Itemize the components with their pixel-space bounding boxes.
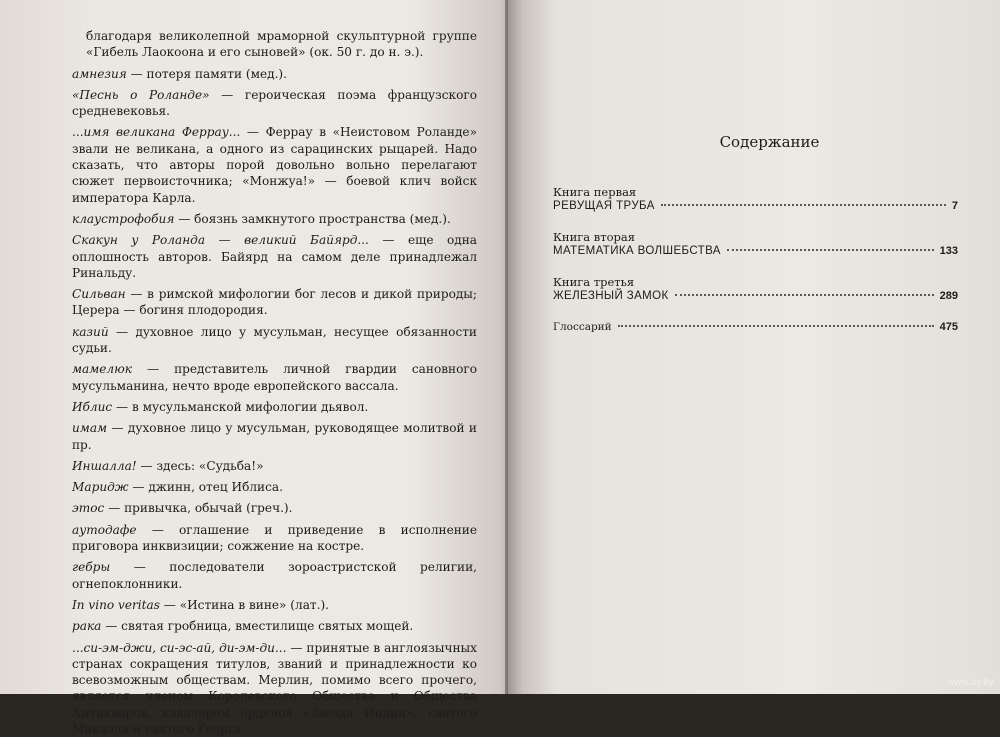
glossary-entry bbox=[72, 66, 477, 82]
glossary-term: Скакун у Роланда — великий Байярд... bbox=[72, 233, 369, 247]
toc-title: МАТЕМАТИКА ВОЛШЕБСТВА bbox=[553, 244, 721, 259]
glossary-term: мамелюк bbox=[72, 362, 132, 376]
toc-page-number: 289 bbox=[940, 289, 958, 304]
glossary-definition: — в римской мифологии бог лесов и дикой природы; Церера — богиня плодородия. bbox=[72, 287, 477, 317]
glossary-definition: — привычка, обычай (греч.). bbox=[104, 501, 292, 515]
glossary-entry bbox=[72, 640, 477, 737]
glossary-entry bbox=[72, 28, 477, 61]
glossary-definition: — здесь: «Судьба!» bbox=[137, 459, 264, 473]
glossary-term: ...си-эм-джи, си-эс-ай, ди-эм-ди... bbox=[72, 641, 286, 655]
toc-dot-leader bbox=[727, 249, 934, 251]
glossary-entry bbox=[72, 399, 477, 415]
toc-item bbox=[553, 185, 958, 214]
toc-book-label: Книга вторая bbox=[553, 230, 958, 244]
glossary-entry bbox=[72, 559, 477, 592]
glossary-definition: — «Истина в вине» (лат.). bbox=[160, 598, 329, 612]
glossary-list bbox=[72, 28, 477, 737]
glossary-entry bbox=[72, 124, 477, 205]
toc-book-label: Книга первая bbox=[553, 185, 958, 199]
glossary-definition: — духовное лицо у мусульман, руководящее молитвой и пр. bbox=[72, 421, 477, 451]
glossary-entry bbox=[72, 286, 477, 319]
glossary-term: имам bbox=[72, 421, 107, 435]
glossary-definition: — принятые в англоязычных странах сокращения титулов, званий и принадлежности ко всевозможным обществам. Мерлин, помимо всего прочего, является членом Королевского Общества и Общества Антикваров, кавалером орденов «Звезда Индии», святого Микаэля и святого Георга. bbox=[72, 641, 477, 736]
toc-line bbox=[553, 289, 958, 304]
toc-heading: Содержание bbox=[553, 133, 958, 151]
glossary-entry bbox=[72, 522, 477, 555]
glossary-definition: — джинн, отец Иблиса. bbox=[129, 480, 283, 494]
glossary-term: In vino veritas bbox=[72, 598, 160, 612]
toc-dot-leader bbox=[675, 294, 934, 296]
glossary-term: ...имя великана Феррау... bbox=[72, 125, 240, 139]
toc-book-label: Книга третья bbox=[553, 275, 958, 289]
toc-line bbox=[553, 199, 958, 214]
toc-dot-leader bbox=[661, 204, 946, 206]
glossary-definition: — представитель личной гвардии сановного мусульманина, нечто вроде европейского вассала. bbox=[72, 362, 477, 392]
glossary-entry bbox=[72, 324, 477, 357]
toc-item-glossary bbox=[553, 320, 958, 335]
glossary-term: этос bbox=[72, 501, 104, 515]
glossary-entry bbox=[72, 232, 477, 281]
glossary-entry bbox=[72, 361, 477, 394]
glossary-term: Иблис bbox=[72, 400, 112, 414]
glossary-entry bbox=[72, 597, 477, 613]
toc-page-number: 133 bbox=[940, 244, 958, 259]
watermark: www.ay.by bbox=[947, 677, 994, 688]
glossary-entry bbox=[72, 87, 477, 120]
glossary-definition: — в мусульманской мифологии дьявол. bbox=[112, 400, 368, 414]
toc-line bbox=[553, 244, 958, 259]
glossary-entry bbox=[72, 211, 477, 227]
glossary-definition: — Феррау в «Неистовом Роланде» звали не великана, а одного из сарацинских рыцарей. Надо сказать, что авторы порой довольно вольно перелагают сюжет первоисточника; «Монжуа!» — боевой клич войск императора Карла. bbox=[72, 125, 477, 204]
glossary-definition: — героическая поэма французского средневековья. bbox=[72, 88, 477, 118]
glossary-entry bbox=[72, 420, 477, 453]
glossary-definition: — духовное лицо у мусульман, несущее обязанности судьи. bbox=[72, 325, 477, 355]
toc-item bbox=[553, 230, 958, 259]
glossary-entry bbox=[72, 458, 477, 474]
glossary-term: амнезия bbox=[72, 67, 127, 81]
glossary-term: рака bbox=[72, 619, 101, 633]
glossary-term: казий bbox=[72, 325, 109, 339]
glossary-definition: — последователи зороастристской религии, огнепоклонники. bbox=[72, 560, 477, 590]
glossary-definition: — потеря памяти (мед.). bbox=[127, 67, 287, 81]
glossary-entry bbox=[72, 500, 477, 516]
glossary-term: Сильван bbox=[72, 287, 126, 301]
glossary-definition: благодаря великолепной мраморной скульптурной группе «Гибель Лаокоона и его сыновей» (ок. 50 г. до н. э.). bbox=[86, 29, 477, 59]
glossary-definition: — еще одна оплошность авторов. Байярд на самом деле принадлежал Ринальду. bbox=[72, 233, 477, 280]
toc-line bbox=[553, 320, 958, 335]
glossary-term: Маридж bbox=[72, 480, 129, 494]
glossary-term: клаустрофобия bbox=[72, 212, 174, 226]
glossary-entry bbox=[72, 618, 477, 634]
right-page bbox=[508, 0, 1000, 694]
glossary-term: аутодафе bbox=[72, 523, 136, 537]
toc-title: ЖЕЛЕЗНЫЙ ЗАМОК bbox=[553, 289, 669, 304]
glossary-term: Иншалла! bbox=[72, 459, 137, 473]
table-of-contents bbox=[553, 133, 958, 351]
glossary-term: «Песнь о Роланде» bbox=[72, 88, 210, 102]
toc-page-number: 475 bbox=[940, 320, 958, 335]
glossary-definition: — оглашение и приведение в исполнение приговора инквизиции; сожжение на костре. bbox=[72, 523, 477, 553]
toc-page-number: 7 bbox=[952, 199, 958, 214]
toc-title: Глоссарий bbox=[553, 320, 612, 335]
toc-item bbox=[553, 275, 958, 304]
glossary-entry bbox=[72, 479, 477, 495]
left-page bbox=[0, 0, 515, 694]
glossary-term: гебры bbox=[72, 560, 110, 574]
toc-title: РЕВУЩАЯ ТРУБА bbox=[553, 199, 655, 214]
glossary-definition: — боязнь замкнутого пространства (мед.). bbox=[174, 212, 450, 226]
glossary-definition: — святая гробница, вместилище святых мощей. bbox=[101, 619, 413, 633]
toc-dot-leader bbox=[618, 325, 934, 327]
